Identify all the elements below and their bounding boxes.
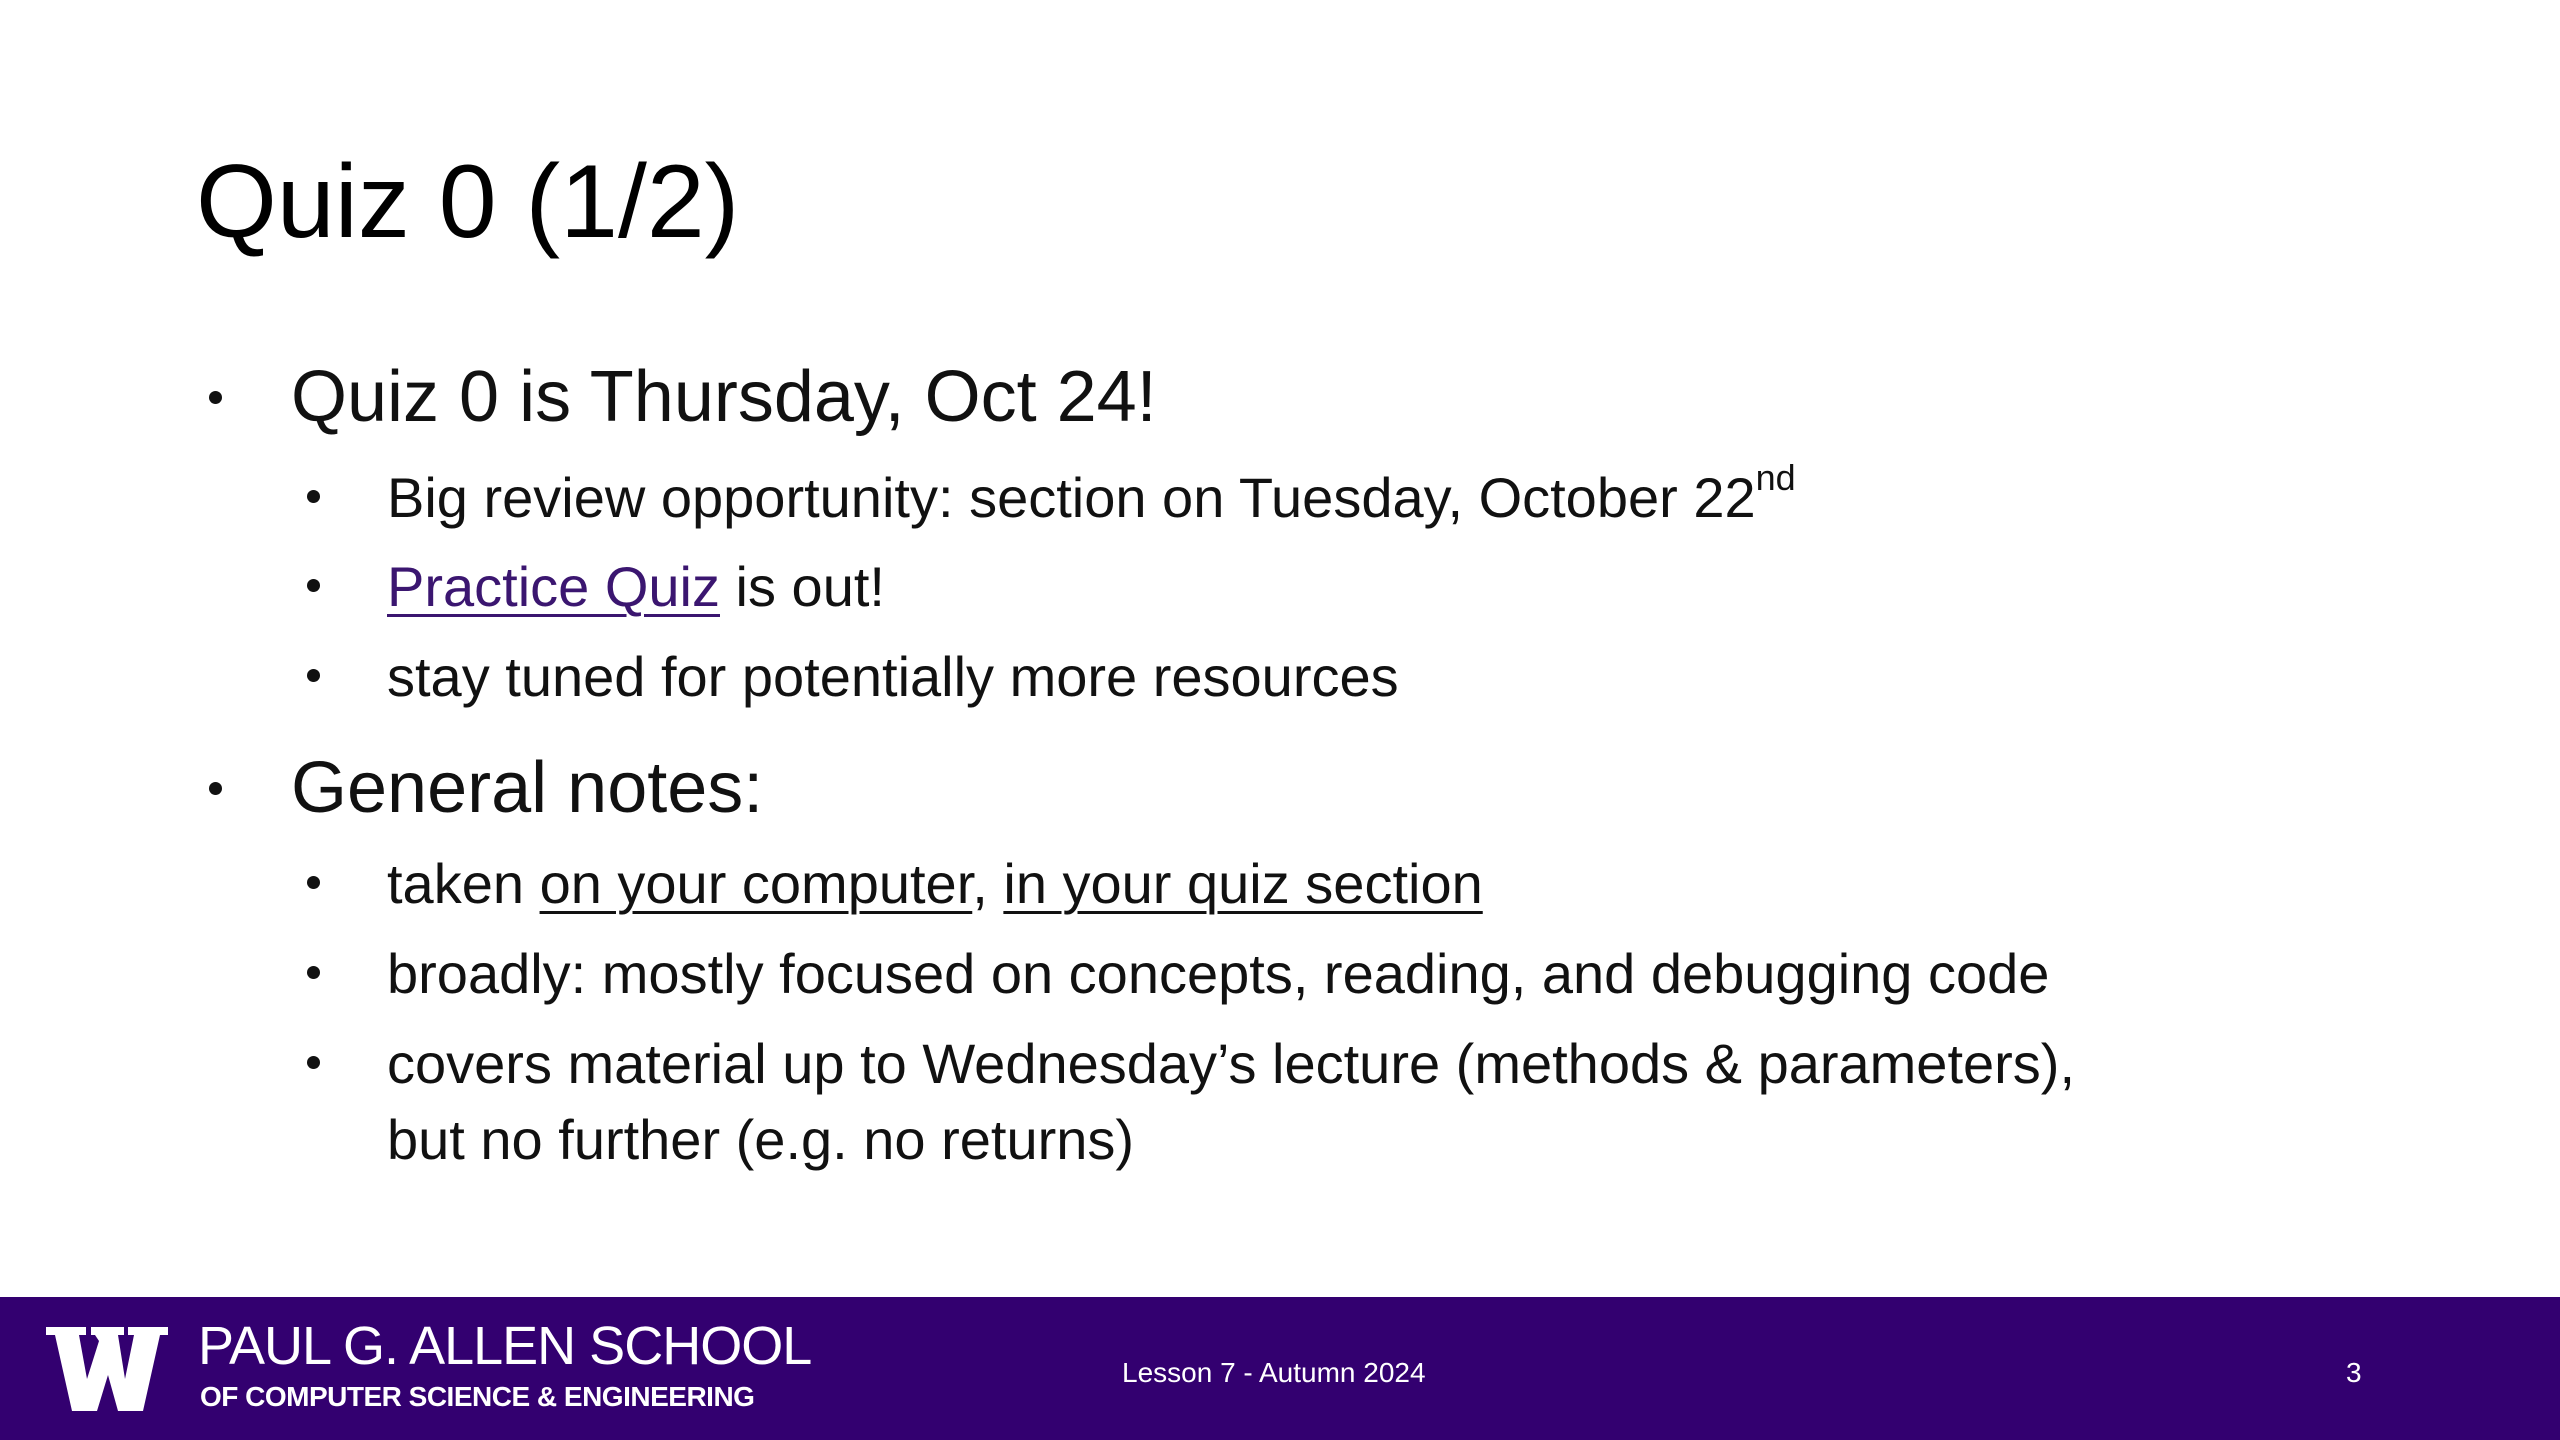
bullet-dot — [307, 966, 320, 979]
bullet-general-notes — [291, 748, 764, 828]
bullet-text: stay tuned for potentially more resources — [387, 645, 1399, 708]
sub-bullet-taken — [387, 852, 1483, 915]
slide-title: Quiz 0 (1/2) — [196, 144, 740, 260]
footer-bar — [0, 1297, 2560, 1440]
bullet-text: covers material up to Wednesday’s lecture (methods & parameters), — [387, 1032, 2076, 1095]
bullet-dot — [209, 782, 222, 795]
bullet-dot — [307, 579, 320, 592]
underlined-text-computer: on your computer — [539, 852, 973, 915]
practice-quiz-link[interactable]: Practice Quiz — [387, 555, 720, 618]
underlined-text-quiz-section: in your quiz section — [1003, 852, 1483, 915]
bullet-text: General notes: — [291, 748, 764, 828]
bullet-text: , — [972, 852, 1004, 915]
school-subtitle: OF COMPUTER SCIENCE & ENGINEERING — [200, 1381, 755, 1412]
bullet-dot — [209, 391, 222, 404]
lesson-label: Lesson 7 - Autumn 2024 — [1122, 1357, 1426, 1388]
sub-bullet-review — [387, 457, 1796, 529]
page-number: 3 — [2346, 1357, 2362, 1388]
bullet-text: taken — [387, 852, 540, 915]
bullet-dot — [307, 1056, 320, 1069]
school-name: PAUL G. ALLEN SCHOOL — [198, 1316, 812, 1376]
bullet-text: broadly: mostly focused on concepts, reading, and debugging code — [387, 942, 2050, 1005]
bullet-text: Quiz 0 is Thursday, Oct 24! — [291, 357, 1157, 437]
sub-bullet-resources — [387, 645, 1399, 708]
sub-bullet-focus — [387, 942, 2050, 1005]
bullet-dot — [307, 669, 320, 682]
bullet-quiz-date — [291, 357, 1157, 437]
bullet-dot — [307, 490, 320, 503]
sub-bullet-coverage-continued: but no further (e.g. no returns) — [387, 1108, 1135, 1171]
bullet-text: is out! — [720, 555, 885, 618]
sub-bullet-coverage — [387, 1032, 2076, 1095]
ordinal-suffix: nd — [1755, 457, 1796, 498]
bullet-text: Big review opportunity: section on Tuesday, October 22 — [387, 466, 1756, 529]
sub-bullet-practice-quiz — [387, 555, 885, 618]
uw-w-logo-icon — [46, 1327, 168, 1411]
bullet-dot — [307, 876, 320, 889]
